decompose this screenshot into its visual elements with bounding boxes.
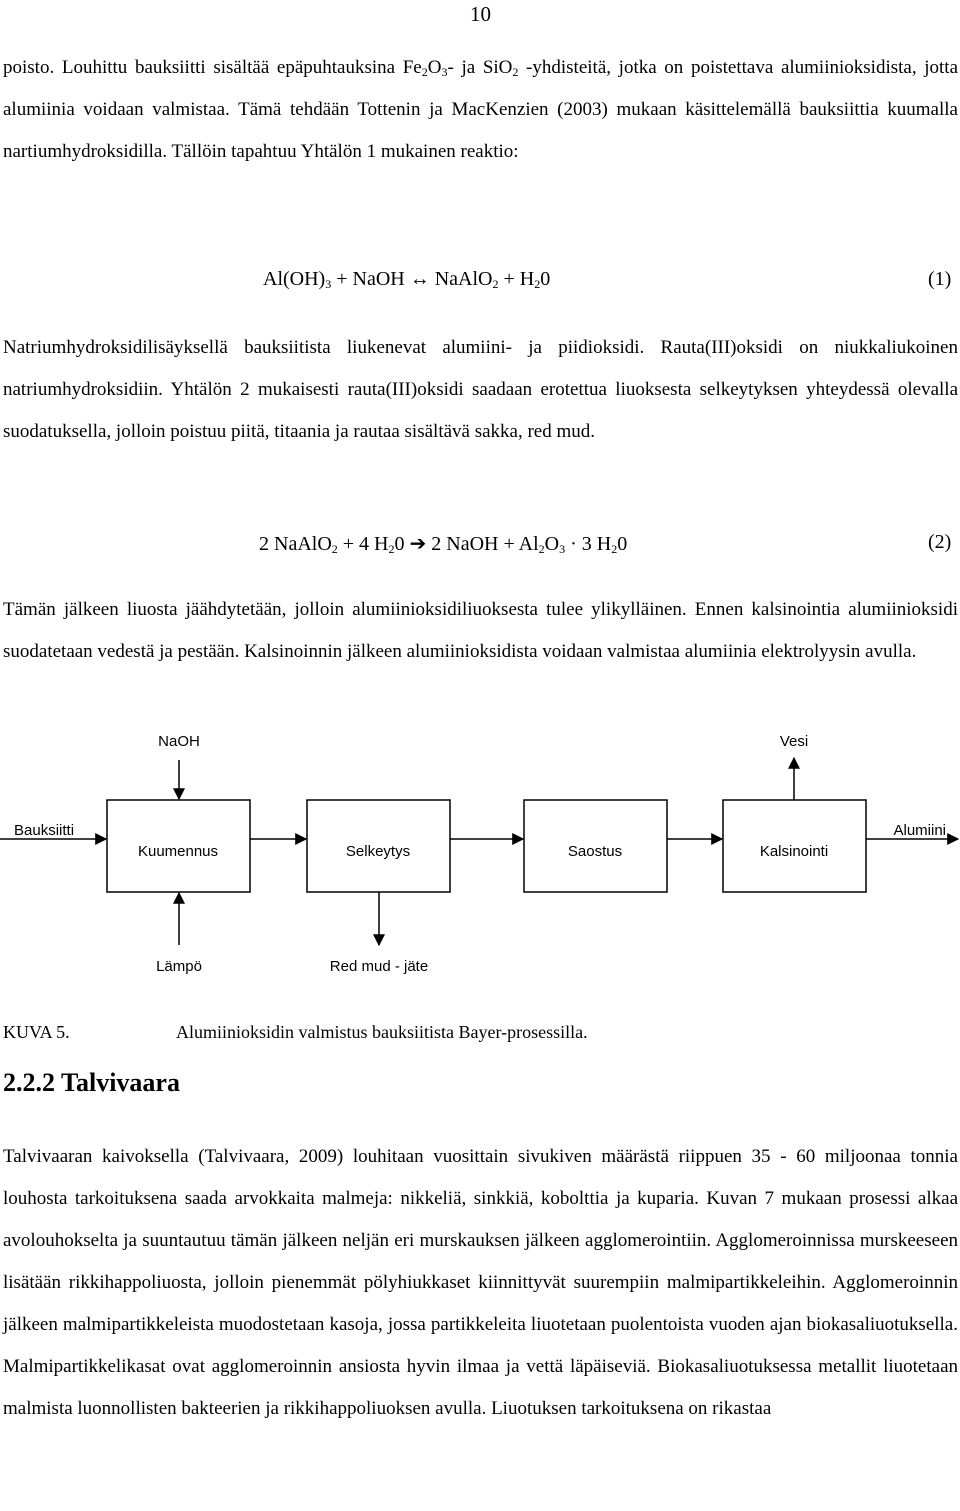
section-heading: 2.2.2 Talvivaara [3,1068,180,1097]
label-saostus: Saostus [567,843,623,860]
label-naoh: NaOH [158,733,200,750]
label-bauksiitti: Bauksiitti [14,822,75,839]
figure-caption-text: Alumiinioksidin valmistus bauksiitista Bayer-prosessilla. [176,1022,588,1042]
equation-2: 2 NaAlO$_2$ + 4 $H_20$ ➔ 2 NaOH + $Al_2O_3 \cdot 3$ $H_20$ [259,533,628,556]
label-lampo: Lämpö [156,958,202,975]
equation-2-number: (2) [928,531,952,553]
page-number: 10 [470,2,491,26]
paragraph-cooling: Tämän jälkeen liuosta jäähdytetään, jolloin alumiinioksidiliuoksesta tulee ylikylläinen. Ennen kalsinointia alumiinioksidi suodatetaan vedestä ja pestään. Kalsinoinnin jälkeen alumiinioksidista voidaan valmistaa alumiinia elektrolyysin avulla. [3,599,958,662]
label-vesi: Vesi [779,733,809,750]
paragraph-dissolution: Natriumhydroksidilisäyksellä bauksiitista liukenevat alumiini- ja piidioksidi. Rauta(III)oksidi on niukkaliukoinen natriumhydroksidiin. Yhtälön 2 mukaisesti rauta(III)oksidi saadaan erotettua liuoksesta selkeytyksen yhteydessä olevalla suodatuksella, jolloin poistuu piitä, titaania ja rautaa sisältävä sakka, red mud. [3,337,958,442]
paragraph-talvivaara: Talvivaaran kaivoksella (Talvivaara, 2009) louhitaan vuosittain sivukiven määrästä riippuen 35 - 60 miljoonaa tonnia louhosta tarkoituksena saada arvokkaita malmeja: nikkeliä, sinkkiä, kobolttia ja kuparia. Kuvan 7 mukaan prosessi alkaa avolouhokselta ja suuntautuu tämän jälkeen neljän eri murskauksen jälkeen agglomerointiin. Agglomeroinnissa murskeeseen lisätään rikkihappoliuosta, jolloin pienemmät pölyhiukkaset kiinnittyvät suurempiin malmipartikkeleihin. Agglomeroinnin jälkeen malmipartikkeleista muodostetaan kasoja, jossa partikkeleita liuotetaan puolentoista vuoden ajan biokasaliuotuksella. Malmipartikkelikasat ovat agglomeroinnin ansiosta hyvin ilmaa ja vettä läpäiseviä. Biokasaliuotuksessa metallit liuotetaan malmista luonnollisten bakteerien ja rikkihappoliuoksen avulla. Liuotuksen tarkoituksena on rikastaa [3,1146,958,1419]
label-selkeytys: Selkeytys [345,843,411,860]
label-kalsinointi: Kalsinointi [759,843,829,860]
label-red-mud: Red mud - jäte [329,958,429,975]
equation-1: $Al(OH)_3$ + NaOH ↔ NaAlO$_2$ + $H_20$ [263,268,551,291]
equation-1-number: (1) [928,268,952,290]
paragraph-intro: poisto. Louhittu bauksiitti sisältää epäpuhtauksina $Fe_2O_3-$ ja SiO$_2$ -yhdisteitä, jotka on poistettava alumiinioksidista, jotta alumiinia voidaan valmistaa. Tämä tehdään Tottenin ja MacKenzien (2003) mukaan käsittelemällä bauksiittia kuumalla nartiumhydroksidilla. Tällöin tapahtuu Yhtälön 1 mukainen reaktio: [3,57,958,162]
label-alumiini: Alumiini [893,822,946,839]
label-kuumennus: Kuumennus [137,843,219,860]
figure-caption-label: KUVA 5. [3,1022,70,1042]
bayer-process-diagram [0,720,960,980]
